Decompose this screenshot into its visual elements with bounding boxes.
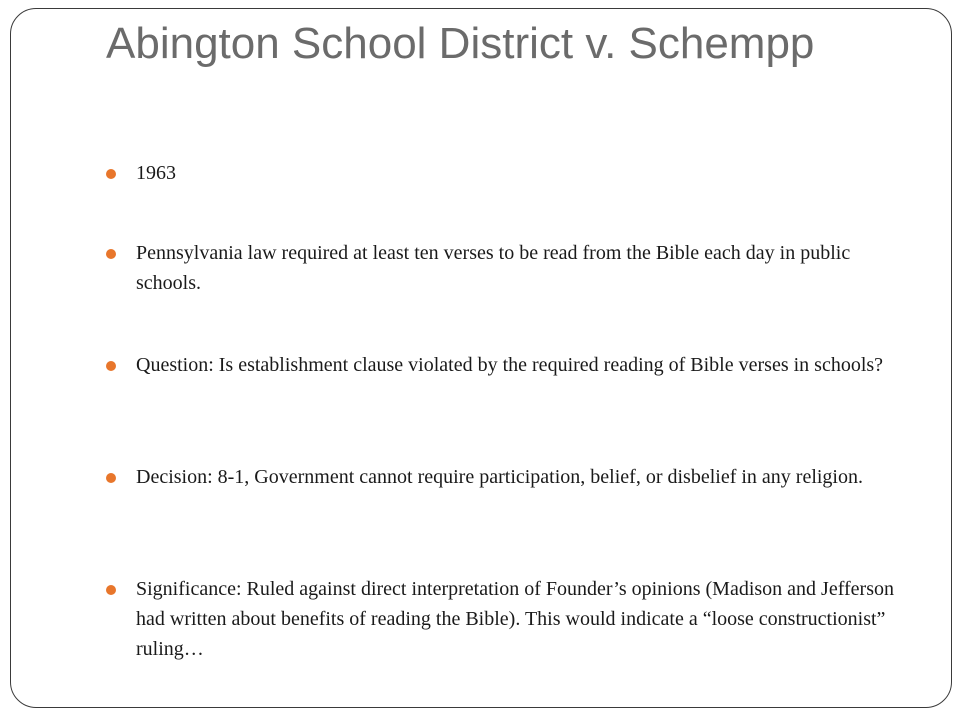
bullet-text: Decision: 8-1, Government cannot require participation, belief, or disbelief in any religion.	[136, 466, 863, 488]
bullet-item	[106, 462, 896, 492]
bullet-text: 1963	[136, 162, 176, 184]
bullet-item	[106, 158, 896, 188]
slide-title: Abington School District v. Schempp	[106, 19, 815, 68]
bullet-dot-icon	[106, 249, 116, 259]
bullet-text: Significance: Ruled against direct interpretation of Founder’s opinions (Madison and Jefferson had written about benefits of reading the Bible). This would indicate a “loose constructionist” ruling…	[136, 578, 894, 660]
bullet-dot-icon	[106, 169, 116, 179]
bullet-dot-icon	[106, 361, 116, 371]
bullet-text: Question: Is establishment clause violated by the required reading of Bible verses in schools?	[136, 354, 884, 376]
bullet-item	[106, 350, 896, 380]
bullet-item	[106, 574, 896, 664]
bullet-item	[106, 238, 896, 298]
bullet-dot-icon	[106, 585, 116, 595]
bullet-text: Pennsylvania law required at least ten verses to be read from the Bible each day in public schools.	[136, 242, 851, 294]
bullet-dot-icon	[106, 473, 116, 483]
